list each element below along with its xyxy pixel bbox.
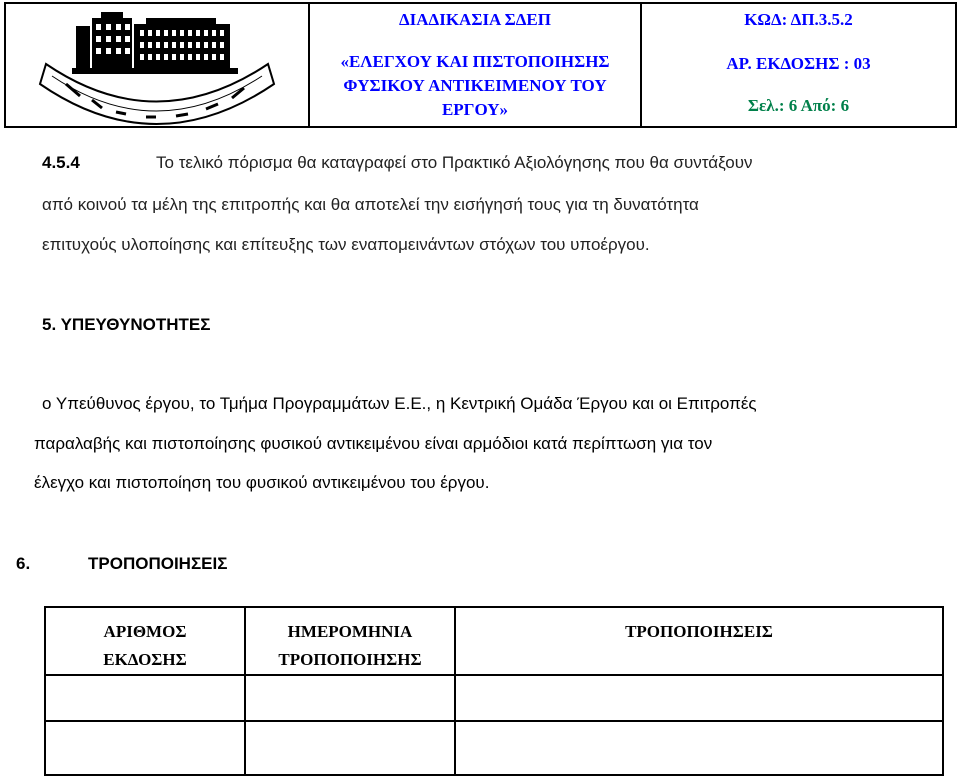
header-edition-number (45, 607, 245, 675)
section-6-heading: ΤΡΟΠΟΠΟΙΗΣΕΙΣ (88, 554, 228, 573)
section-454-line2: από κοινού τα μέλη της επιτροπής και θα αποτελεί την εισήγησή τους για τη δυνατότητα (42, 195, 699, 214)
table-cell (245, 675, 455, 721)
table-row (45, 675, 943, 721)
table-cell (45, 675, 245, 721)
header-revisions (455, 607, 943, 675)
logo-cell (6, 4, 310, 126)
table-cell (245, 721, 455, 775)
revisions-table (44, 606, 944, 776)
section-5-heading: 5. ΥΠΕΥΘΥΝΟΤΗΤΕΣ (42, 315, 211, 334)
header-revision-date-line1: ΗΜΕΡΟΜΗΝΙΑ (287, 622, 413, 641)
document-meta-cell (642, 4, 955, 126)
procedure-title-cell (310, 4, 642, 126)
table-row (45, 721, 943, 775)
document-code: ΚΩΔ: ΔΠ.3.5.2 (744, 10, 853, 29)
procedure-title: ΔΙΑΔΙΚΑΣΙΑ ΣΔΕΠ (399, 10, 551, 29)
procedure-name-line1: «ΕΛΕΓΧΟΥ ΚΑΙ ΠΙΣΤΟΠΟΙΗΣΗΣ (340, 52, 610, 71)
section-6-number: 6. (16, 554, 31, 573)
procedure-name-line3: ΕΡΓΟΥ» (441, 100, 509, 119)
school-logo (6, 4, 306, 126)
document-header (4, 2, 957, 128)
section-454-line1: Το τελικό πόρισμα θα καταγραφεί στο Πρακτικό Αξιολόγησης που θα συντάξουν (156, 153, 753, 172)
section-454-line3: επιτυχούς υλοποίησης και επίτευξης των εναπομεινάντων στόχων του υποέργου. (42, 235, 650, 254)
table-header-row (45, 607, 943, 675)
section-454-number: 4.5.4 (42, 153, 80, 172)
table-cell (45, 721, 245, 775)
table-cell (455, 721, 943, 775)
section-5-line2: παραλαβής και πιστοποίησης φυσικού αντικειμένου είναι αρμόδιοι κατά περίπτωση για τον (34, 434, 713, 453)
section-5-line3: έλεγχο και πιστοποίηση του φυσικού αντικειμένου του έργου. (34, 473, 490, 492)
header-revision-date-line2: ΤΡΟΠΟΠΟΙΗΣΗΣ (278, 650, 422, 669)
header-edition-number-line2: ΕΚΔΟΣΗΣ (103, 650, 187, 669)
procedure-name-line2: ΦΥΣΙΚΟΥ ΑΝΤΙΚΕΙΜΕΝΟΥ ΤΟΥ (343, 76, 607, 95)
section-5-line1: ο Υπεύθυνος έργου, το Τμήμα Προγραμμάτων Ε.Ε., η Κεντρική Ομάδα Έργου και οι Επιτροπές (42, 394, 757, 413)
header-edition-number-line1: ΑΡΙΘΜΟΣ (103, 622, 187, 641)
page-number: Σελ.: 6 Από: 6 (747, 96, 850, 115)
table-cell (455, 675, 943, 721)
header-revisions-label: ΤΡΟΠΟΠΟΙΗΣΕΙΣ (625, 622, 773, 641)
edition-number: ΑΡ. ΕΚΔΟΣΗΣ : 03 (726, 54, 871, 73)
procedure-name (310, 50, 640, 122)
header-revision-date (245, 607, 455, 675)
